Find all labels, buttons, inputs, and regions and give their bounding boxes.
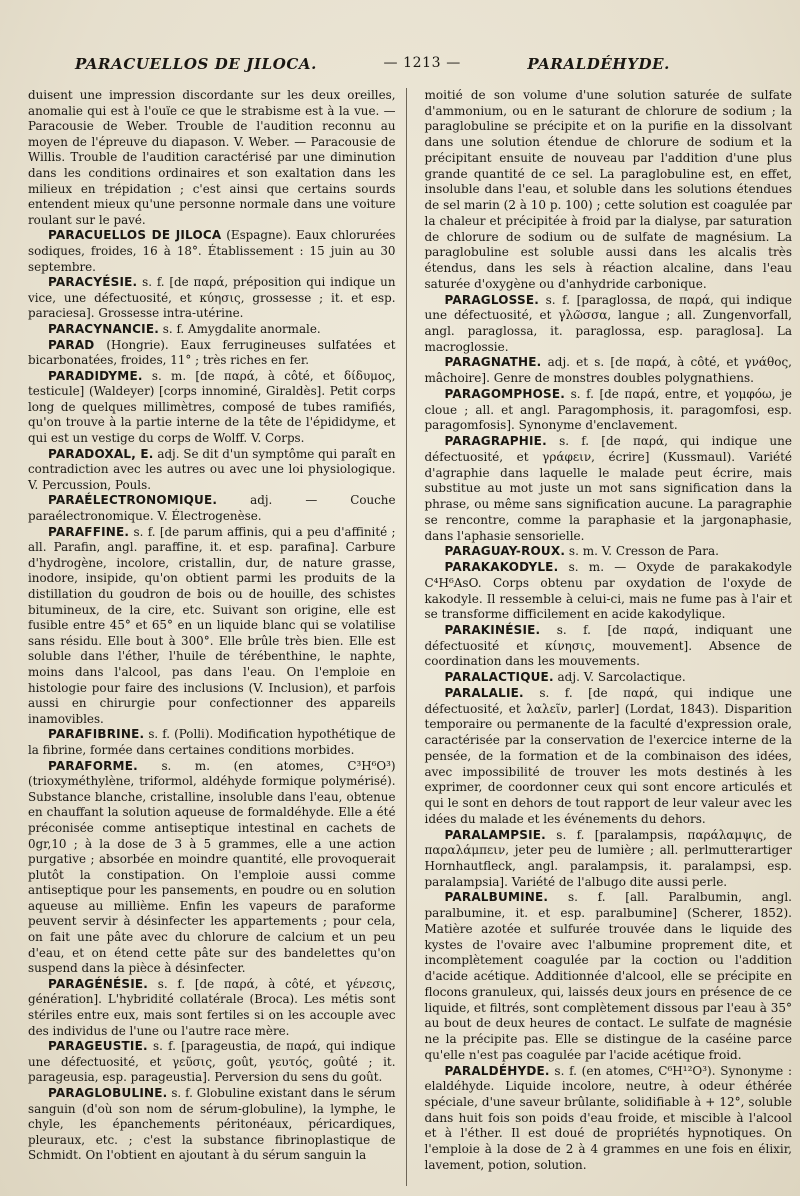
entry-definition: s. f. (en atomes, C⁶H¹²O³). Synonyme : elaldéhyde. Liquide incolore, neutre, à odeur éthérée spéciale, d'une saveur brûlante, solidifiable à + 12°, soluble dans huit fois son poids d'eau froide, et miscible à l'alcool et à l'éther. Il est doué de propriétés hypnotiques. On l'emploie à la dose de 2 à 4 grammes en une fois en élixir, lavement, potion, solution. — [424, 1063, 792, 1172]
entry-definition: s. m. — Oxyde de parakakodyle C⁴H⁶AsO. Corps obtenu par oxydation de l'oxyde de kakodyle. Il ressemble à celui-ci, mais ne fume pas à l'air et se transforme difficilement en acide kakodylique. — [424, 560, 792, 622]
dictionary-entry — [425, 355, 793, 386]
dictionary-entry — [425, 544, 793, 560]
entry-headword: PARALACTIQUE. — [444, 670, 554, 685]
entry-definition: s. f. [paralampsis, παράλαμψις, de παραλάμπειν, jeter peu de lumière ; all. perlmutterartiger Hornhautfleck, angl. paralampsis, it. paralampsi, esp. paralampsia]. Variété de l'albugo dite aussi perle. — [424, 827, 792, 889]
entry-definition: adj. — Couche paraélectronomique. V. Électrogenèse. — [28, 493, 396, 524]
entry-definition: s. f. [de παρά, indiquant une défectuosité et κίνησις, mouvement]. Absence de coordination dans les mouvements. — [424, 622, 792, 669]
entry-definition: s. f. [de παρά, qui indique une défectuosité, et γράφειν, écrire] (Kussmaul). Variété d'agraphie dans laquelle le malade peut écrire, mais substitue au mot juste un mot sans signification dans la phrase, ou même sans signification aucune. La paragraphie se rencontre, comme la paraphasie et la jargonaphasie, dans l'aphasie sensorielle. — [424, 434, 792, 543]
entry-definition: s. f. [de παρά, qui indique une défectuosité, et λαλεῖν, parler] (Lordat, 1843). Disparition temporaire ou permanente de la faculté d'expression orale, caractérisée par la conservation de l'exercice interne de la pensée, de la formation et de la combinaison des idées, avec impossibilité de trouver les mots destinés à les exprimer, de coordonner ceux qui sont encore articulés et qui le sont en dehors de tout rapport de leur valeur avec les idées du malade et les événements du dehors. — [424, 685, 792, 826]
entry-definition: s. f. [paraglossa, de παρά, qui indique une défectuosité, et γλῶσσα, langue ; all. Zungenvorfall, angl. paraglossa, it. paraglossa, esp. paraglosa]. La macroglossie. — [424, 292, 792, 354]
dictionary-entry — [425, 670, 793, 686]
entry-headword: PARAGLOSSE. — [444, 292, 539, 307]
left-column — [28, 88, 407, 1186]
running-head — [75, 55, 670, 73]
entry-headword: PARAFIBRINE. — [48, 727, 145, 742]
entry-headword: PARAGRAPHIE. — [444, 434, 547, 449]
dictionary-entry — [425, 890, 793, 1063]
entry-definition: s. f. [de παρά, préposition qui indique un vice, une défectuosité, et κύησις, grossesse ; it. et esp. paraciesa]. Grossesse intra-utérine. — [28, 275, 396, 321]
entry-headword: PARADOXAL, E. — [48, 446, 154, 461]
entry-headword: PARAGNATHE. — [444, 355, 542, 370]
entry-headword: PARAGOMPHOSE. — [444, 386, 566, 401]
dictionary-entry — [28, 369, 396, 447]
dictionary-entry — [28, 977, 396, 1039]
entry-definition: s. m. (en atomes, C³H⁶O³) (trioxyméthylène, triformol, aldéhyde formique polymérisé). Substance blanche, cristalline, insoluble dans l'eau, obtenue en chauffant la solution aqueuse de formaldéhyde. Elle a été préconisée comme antiseptique intestinal en cachets de 0gr,10 ; à la dose de 3 à 5 grammes, elle a une action purgative ; absorbée en moindre quantité, elle provoquerait plutôt la constipation. On l'emploie aussi comme antiseptique pour les pansements, en poudre ou en solution aqueuse au millième. Enfin les vapeurs de paraforme peuvent servir à désinfecter les appartements ; pour cela, on fait une pâte avec du chlorure de calcium et un peu d'eau, et on étend cette pâte sur des bandelettes qu'on suspend dans la pièce à désinfecter. — [28, 758, 396, 976]
dictionary-entry — [425, 686, 793, 828]
dictionary-entry — [28, 88, 396, 228]
entry-definition: s. f. [de παρά, à côté, et γένεσις, génération]. L'hybridité collatérale (Broca). Les métis sont stériles entre eux, mais sont fertiles si on les accouple avec des individus de l'une ou l'autre race mère. — [28, 976, 396, 1038]
entry-headword: PARALDÉHYDE. — [444, 1063, 550, 1078]
dictionary-entry — [425, 1064, 793, 1174]
two-column-body — [28, 88, 792, 1186]
entry-definition: s. f. (Polli). Modification hypothétique de la fibrine, formée dans certaines conditions morbides. — [28, 727, 396, 757]
entry-headword: PARAFFINE. — [48, 524, 130, 539]
entry-headword: PARAGUAY-ROUX. — [444, 544, 566, 559]
entry-definition: s. f. [de παρά, entre, et γομφόω, je cloue ; all. et angl. Paragomphosis, it. paragomfosi, esp. paragomfosis]. Synonyme d'enclavement. — [424, 386, 792, 433]
dictionary-entry — [28, 228, 396, 275]
entry-headword: PARACYNANCIE. — [48, 321, 160, 336]
dictionary-entry — [425, 387, 793, 434]
dictionary-entry — [425, 828, 793, 891]
entry-headword: PARAGÉNÉSIE. — [48, 976, 149, 991]
right-column — [425, 88, 793, 1186]
entry-definition: moitié de son volume d'une solution saturée de sulfate d'ammonium, ou en le saturant de chlorure de sodium ; la paraglobuline se précipite et on la purifie en la dissolvant dans une solution étendue de chlorure de sodium et la précipitant ensuite de nouveau par l'addition d'une plus grande quantité de ce sel. La paraglobuline est, en effet, insoluble dans l'eau, et soluble dans les solutions étendues de sel marin (2 à 10 p. 100) ; cette solution est coagulée par la chaleur et précipitée à froid par la dialyse, par saturation de chlorure de sodium ou de sulfate de magnésium. La paraglobuline est soluble aussi dans les alcalis très étendus, dans les sels à réaction alcaline, dans l'eau saturée d'oxygène ou d'anhydride carbonique. — [424, 88, 793, 291]
entry-definition: adj. et s. [de παρά, à côté, et γνάθος, mâchoire]. Genre de monstres doubles polygnathiens. — [424, 355, 792, 386]
entry-headword: PARADIDYME. — [48, 368, 143, 383]
entry-headword: PARAD — [48, 337, 95, 352]
header-left-title: PARACUELLOS DE JILOCA. — [75, 55, 317, 73]
dictionary-entry — [425, 623, 793, 670]
dictionary-entry — [28, 493, 396, 524]
entry-definition: (Hongrie). Eaux ferrugineuses sulfatées et bicarbonatées, froides, 11° ; très riches en fer. — [28, 337, 396, 368]
entry-headword: PARAKAKODYLE. — [444, 560, 559, 575]
entry-definition: s. f. [all. Paralbumin, angl. paralbumine, it. et esp. paralbumine] (Scherer, 1852). Matière azotée et sulfurée trouvée dans le liquide des kystes de l'ovaire avec l'albumine proprement dite, et incomplètement coagulée par la coction ou l'addition d'acide acétique. Additionnée d'alcool, elle se précipite en flocons granuleux, qui, laissés deux jours en présence de ce liquide, et filtrés, sont complètement dissous par l'eau à 35° au bout de deux heures de contact. Le sulfate de magnésie ne la précipite pas. Elle se distingue de la caséine parce qu'elle n'est pas coagulée par l'acide acétique froid. — [424, 890, 792, 1062]
entry-definition: s. f. Amygdalite anormale. — [162, 321, 321, 336]
entry-headword: PARAGEUSTIE. — [48, 1039, 148, 1054]
entry-definition: (Espagne). Eaux chlorurées sodiques, froides, 16 à 18°. Établissement : 15 juin au 30 septembre. — [28, 228, 396, 274]
entry-definition: s. f. [de parum affinis, qui a peu d'affinité ; all. Parafin, angl. paraffine, it. et esp. parafina]. Carbure d'hydrogène, incolore, cristallin, dur, de nature grasse, inodore, insipide, qu'on obtient parmi les produits de la distillation du goudron de bois ou de houille, des schistes bitumineux, de la cire, etc. Suivant son origine, elle est fusible entre 45° et 65° en un liquide blanc qui se volatilise sans résidu. Elle bout à 300°. Elle brûle très bien. Elle est soluble dans l'éther, l'huile de térébenthine, le naphte, moins dans l'alcool, pas dans l'eau. On l'emploie en histologie pour faire des inclusions (V. Inclusion), et parfois aussi en chirurgie pour confectionner des appareils inamovibles. — [28, 524, 396, 726]
dictionary-entry — [28, 447, 396, 494]
dictionary-entry — [425, 293, 793, 356]
dictionary-entry — [28, 322, 396, 338]
entry-headword: PARAÉLECTRONOMIQUE. — [48, 493, 218, 508]
entry-headword: PARALALIE. — [444, 685, 524, 700]
dictionary-entry — [425, 434, 793, 544]
dictionary-entry — [28, 759, 396, 977]
dictionary-entry — [28, 525, 396, 728]
entry-definition: s. f. [parageustia, de παρά, qui indique une défectuosité, et γεῦσις, goût, γευτός, goûté ; it. parageusia, esp. parageustia]. Perversion du sens du goût. — [28, 1039, 396, 1085]
dictionary-entry — [28, 1039, 396, 1086]
entry-headword: PARAFORME. — [48, 758, 138, 773]
dictionary-entry — [425, 560, 793, 623]
dictionary-entry — [28, 1086, 396, 1164]
entry-headword: PARAKINÉSIE. — [444, 622, 541, 637]
entry-headword: PARACUELLOS DE JILOCA — [48, 228, 222, 243]
header-right-title: PARALDÉHYDE. — [527, 55, 670, 73]
entry-headword: PARACYÉSIE. — [48, 275, 138, 290]
entry-headword: PARAGLOBULINE. — [48, 1086, 168, 1100]
entry-headword: PARALBUMINE. — [444, 890, 549, 905]
dictionary-entry — [28, 727, 396, 758]
entry-definition: s. f. Globuline existant dans le sérum sanguin (d'où son nom de sérum-globuline), la lymphe, le chyle, les épanchements péritonéaux, péricardiques, pleuraux, etc. ; c'est la substance fibrinoplastique de Schmidt. On l'obtient en ajoutant à du sérum sanguin la — [28, 1086, 396, 1163]
dictionary-entry — [425, 88, 793, 293]
entry-headword: PARALAMPSIE. — [444, 827, 546, 842]
page-number: — 1213 — — [383, 55, 461, 71]
entry-definition: adj. V. Sarcolactique. — [557, 670, 686, 685]
dictionary-entry — [28, 275, 396, 322]
entry-definition: duisent une impression discordante sur les deux oreilles, anomalie qui est à l'ouïe ce que le strabisme est à la vue. — Paracousie de Weber. Trouble de l'audition reconnu au moyen de l'épreuve du diapason. V. Weber. — Paracousie de Willis. Trouble de l'audition caractérisé par une diminution dans les conditions ordinaires et son exaltation dans les milieux en trépidation ; c'est ainsi que certains sourds entendent mieux qu'une personne normale dans une voiture roulant sur le pavé. — [28, 88, 396, 227]
entry-definition: s. m. [de παρά, à côté, et δίδυμος, testicule] (Waldeyer) [corps innominé, Giraldès]. Petit corps long de quelques millimètres, composé de tubes ramifiés, qu'on trouve à la partie interne de la tête de l'épididyme, et qui est un vestige du corps de Wolff. V. Corps. — [28, 368, 396, 446]
dictionary-entry — [28, 338, 396, 369]
entry-definition: adj. Se dit d'un symptôme qui paraît en contradiction avec les autres ou avec une loi physiologique. V. Percussion, Pouls. — [28, 446, 396, 492]
entry-definition: s. m. V. Cresson de Para. — [568, 544, 719, 559]
